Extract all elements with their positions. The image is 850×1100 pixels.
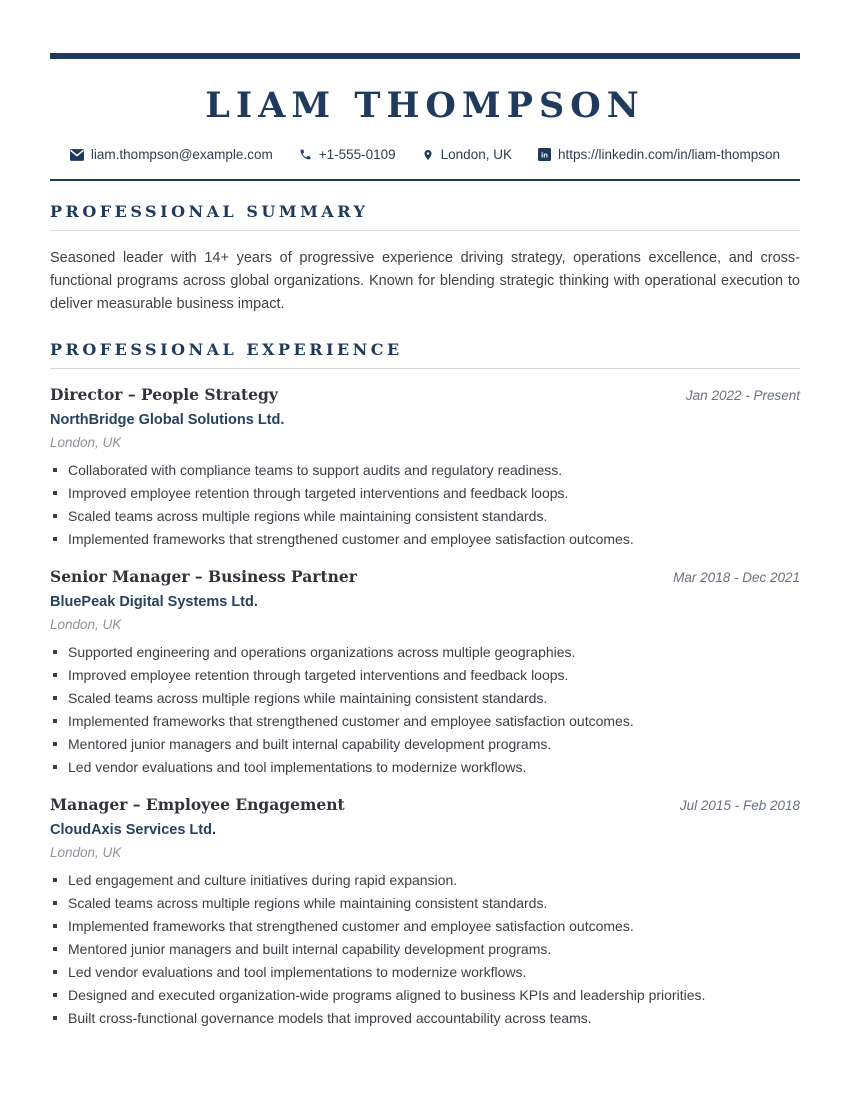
job-company: BluePeak Digital Systems Ltd. bbox=[50, 594, 258, 610]
job-bullet: Implemented frameworks that strengthened customer and employee satisfaction outcomes. bbox=[50, 915, 800, 938]
job-bullet: Scaled teams across multiple regions while maintaining consistent standards. bbox=[50, 687, 800, 710]
contact-email-text: liam.thompson@example.com bbox=[90, 147, 273, 162]
job-date-range: Jan 2022 - Present bbox=[685, 388, 800, 403]
job-location: London, UK bbox=[50, 845, 122, 860]
contact-phone-text: +1-555-0109 bbox=[318, 147, 396, 162]
job-header bbox=[50, 385, 800, 404]
map-pin-icon bbox=[422, 148, 434, 162]
contact-linkedin bbox=[538, 147, 780, 162]
contact-linkedin-text: https://linkedin.com/in/liam-thompson bbox=[557, 147, 781, 162]
job-bullet: Built cross-functional governance models that improved accountability across teams. bbox=[50, 1007, 800, 1030]
job-bullet: Mentored junior managers and built internal capability development programs. bbox=[50, 938, 800, 961]
job-bullet: Improved employee retention through targeted interventions and feedback loops. bbox=[50, 664, 800, 687]
job-entry bbox=[50, 795, 800, 1030]
job-bullet: Led vendor evaluations and tool implementations to modernize workflows. bbox=[50, 756, 800, 779]
contact-row bbox=[50, 147, 800, 162]
job-bullet: Implemented frameworks that strengthened customer and employee satisfaction outcomes. bbox=[50, 710, 800, 733]
person-name: LIAM THOMPSON bbox=[205, 85, 645, 126]
contact-location-text: London, UK bbox=[440, 147, 512, 162]
envelope-icon bbox=[70, 149, 84, 161]
job-location: London, UK bbox=[50, 617, 122, 632]
job-bullet-list bbox=[50, 459, 800, 551]
summary-section-divider bbox=[50, 230, 800, 231]
section-professional-summary bbox=[50, 202, 800, 316]
experience-section-divider bbox=[50, 368, 800, 369]
job-bullet: Designed and executed organization-wide programs aligned to business KPIs and leadership priorities. bbox=[50, 984, 800, 1007]
job-title: Senior Manager – Business Partner bbox=[50, 567, 357, 586]
svg-text:in: in bbox=[541, 150, 548, 160]
job-date-range: Jul 2015 - Feb 2018 bbox=[679, 798, 800, 813]
job-bullet: Led engagement and culture initiatives during rapid expansion. bbox=[50, 869, 800, 892]
summary-section-title: PROFESSIONAL SUMMARY bbox=[50, 202, 369, 221]
phone-icon bbox=[299, 148, 312, 161]
summary-paragraph: Seasoned leader with 14+ years of progressive experience driving strategy, operations excellence, and cross-functional programs across global organizations. Known for blending strategic thinking with operational execution to deliver measurable business impact. bbox=[50, 250, 800, 312]
job-company: CloudAxis Services Ltd. bbox=[50, 822, 216, 838]
job-company: NorthBridge Global Solutions Ltd. bbox=[50, 412, 285, 428]
job-header bbox=[50, 567, 800, 586]
job-bullet-list bbox=[50, 869, 800, 1030]
job-bullet-list bbox=[50, 641, 800, 779]
job-bullet: Led vendor evaluations and tool implementations to modernize workflows. bbox=[50, 961, 800, 984]
job-title: Director – People Strategy bbox=[50, 385, 278, 404]
job-location: London, UK bbox=[50, 435, 122, 450]
contact-location bbox=[422, 147, 512, 162]
contact-phone bbox=[299, 147, 396, 162]
job-bullet: Improved employee retention through targeted interventions and feedback loops. bbox=[50, 482, 800, 505]
header-divider bbox=[50, 179, 800, 181]
job-entry bbox=[50, 385, 800, 551]
top-accent-bar bbox=[50, 53, 800, 59]
contact-email bbox=[70, 147, 273, 162]
job-bullet: Implemented frameworks that strengthened customer and employee satisfaction outcomes. bbox=[50, 528, 800, 551]
job-entry bbox=[50, 567, 800, 779]
job-date-range: Mar 2018 - Dec 2021 bbox=[673, 570, 800, 585]
job-bullet: Scaled teams across multiple regions while maintaining consistent standards. bbox=[50, 892, 800, 915]
job-bullet: Supported engineering and operations organizations across multiple geographies. bbox=[50, 641, 800, 664]
job-header bbox=[50, 795, 800, 814]
job-bullet: Scaled teams across multiple regions while maintaining consistent standards. bbox=[50, 505, 800, 528]
job-bullet: Collaborated with compliance teams to support audits and regulatory readiness. bbox=[50, 459, 800, 482]
job-title: Manager – Employee Engagement bbox=[50, 795, 345, 814]
linkedin-icon bbox=[538, 148, 551, 161]
section-professional-experience bbox=[50, 340, 800, 1030]
job-bullet: Mentored junior managers and built internal capability development programs. bbox=[50, 733, 800, 756]
experience-section-title: PROFESSIONAL EXPERIENCE bbox=[50, 340, 403, 359]
